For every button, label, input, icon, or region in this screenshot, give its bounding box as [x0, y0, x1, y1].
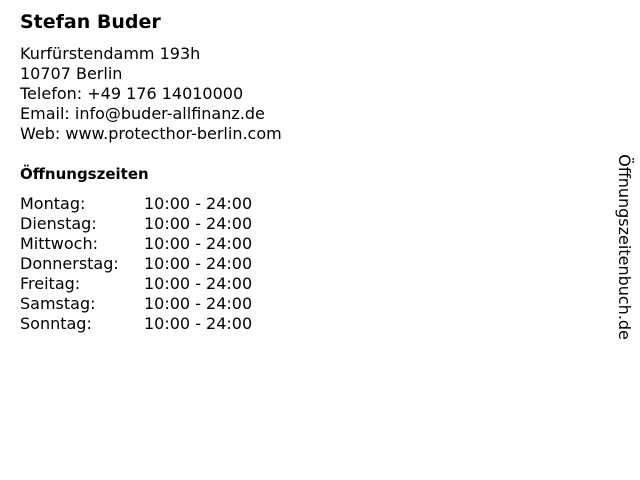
day-label: Dienstag:: [20, 214, 97, 233]
street-address: Kurfürstendamm 193h: [20, 44, 201, 63]
day-label: Donnerstag:: [20, 254, 119, 273]
hours-value: 10:00 - 24:00: [144, 194, 253, 213]
day-label: Montag:: [20, 194, 86, 213]
hours-value: 10:00 - 24:00: [144, 214, 253, 233]
contact-block: [20, 44, 282, 144]
day-label: Sonntag:: [20, 314, 92, 333]
hours-value: 10:00 - 24:00: [144, 254, 253, 273]
hours-value: 10:00 - 24:00: [144, 274, 253, 293]
business-name: Stefan Buder: [20, 11, 161, 33]
phone-line: Telefon: +49 176 14010000: [20, 84, 244, 103]
opening-hours-heading: Öffnungszeiten: [20, 165, 149, 183]
hours-value: 10:00 - 24:00: [144, 314, 253, 333]
email-line: Email: info@buder-allfinanz.de: [20, 104, 265, 123]
web-line: Web: www.protecthor-berlin.com: [20, 124, 282, 143]
city-postal: 10707 Berlin: [20, 64, 123, 83]
hours-value: 10:00 - 24:00: [144, 234, 253, 253]
day-label: Mittwoch:: [20, 234, 98, 253]
site-brand-vertical: Öffnungszeitenbuch.de: [615, 154, 634, 340]
day-label: Freitag:: [20, 274, 81, 293]
day-label: Samstag:: [20, 294, 96, 313]
hours-value: 10:00 - 24:00: [144, 294, 253, 313]
